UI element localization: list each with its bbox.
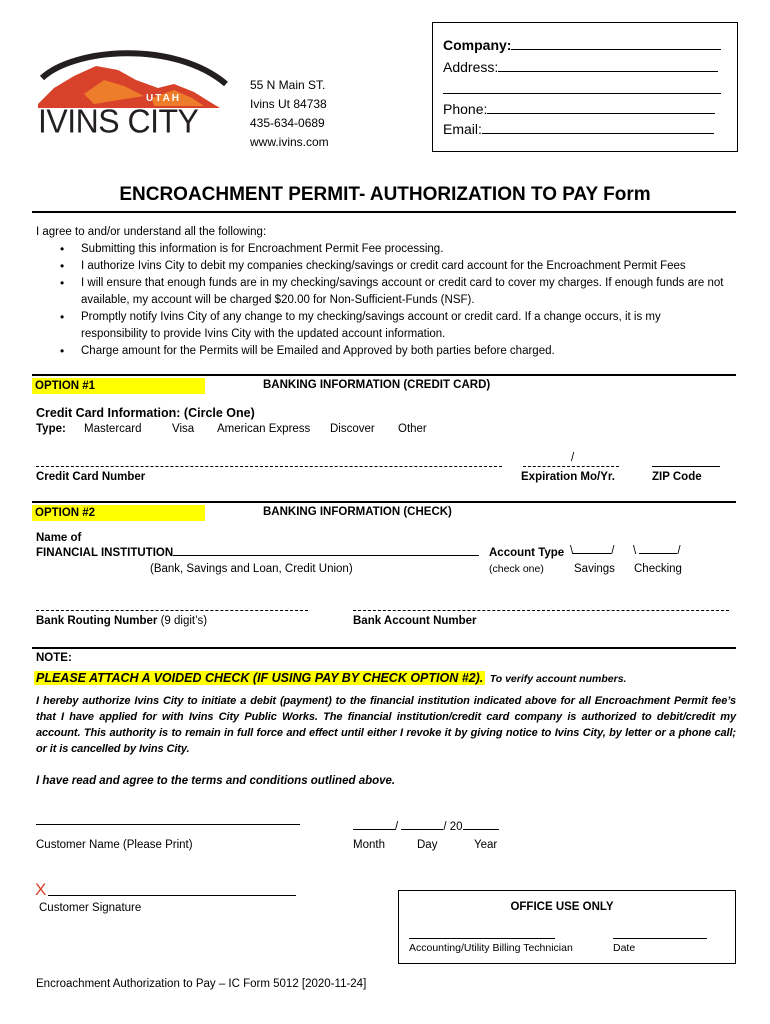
agreement-section xyxy=(36,224,726,360)
financial-institution-hint: (Bank, Savings and Loan, Credit Union) xyxy=(150,563,353,575)
address-label: Address: xyxy=(443,59,499,75)
routing-number-field[interactable] xyxy=(36,610,308,611)
attach-check-notice: PLEASE ATTACH A VOIDED CHECK (IF USING PAY BY CHECK OPTION #2). xyxy=(36,671,484,685)
savings-label: Savings xyxy=(574,563,615,575)
company-label: Company: xyxy=(443,37,512,53)
card-number-field[interactable] xyxy=(36,466,502,467)
card-type-label: Type: xyxy=(36,423,66,435)
expiration-label: Expiration Mo/Yr. xyxy=(521,471,615,483)
customer-signature-label: Customer Signature xyxy=(39,902,142,914)
phone-field[interactable] xyxy=(487,113,715,114)
year-prefix: 20 xyxy=(449,821,463,833)
verify-account-text: To verify account numbers. xyxy=(489,673,627,685)
account-number-field[interactable] xyxy=(353,610,729,611)
address-field[interactable] xyxy=(498,71,718,72)
option1-label: OPTION #1 xyxy=(32,378,205,394)
customer-name-field[interactable] xyxy=(36,824,300,825)
logo-utah-text: UTAH xyxy=(146,93,182,104)
title-divider xyxy=(32,211,736,213)
form-title: ENCROACHMENT PERMIT- AUTHORIZATION TO PAY Form xyxy=(119,184,651,205)
office-date-label: Date xyxy=(613,942,636,954)
authorization-paragraph: I hereby authorize Ivins City to initiate a debit (payment) to the financial institution indicated above for all Encroachment Permit fee’s that I have applied for with Ivins City Public Works. The financial institution/credit card company is authorized to debit/credit my account. This authority is to remain in full force and effect until either I revoke it by giving notice to Ivins City, by letter or a phone call; or it is cancelled by Ivins City. xyxy=(36,695,736,755)
address-line: 55 N Main ST. xyxy=(250,78,326,92)
name-of-label: Name of xyxy=(36,532,82,544)
agreement-bullet: • Promptly notify Ivins City of any change to my checking/savings account or credit card. If a change occurs, it is my responsibility to provide Ivins City with the updated account information. xyxy=(36,309,726,343)
logo-brand-text: IVINS CITY xyxy=(38,102,199,140)
address-line: Ivins Ut 84738 xyxy=(250,97,327,111)
agreement-intro: I agree to and/or understand all the following: xyxy=(36,226,267,238)
expiration-slash: / xyxy=(571,452,575,464)
form-footer: Encroachment Authorization to Pay – IC Form 5012 [2020-11-24] xyxy=(36,978,367,990)
expiration-field[interactable] xyxy=(523,466,619,467)
card-type-visa[interactable]: Visa xyxy=(172,423,195,435)
financial-institution-text: FINANCIAL INSTITUTION xyxy=(36,547,174,559)
agreement-bullet: • Charge amount for the Permits will be Emailed and Approved by both parties before charged. xyxy=(36,343,726,360)
company-info-box xyxy=(432,22,738,152)
city-address xyxy=(250,76,329,152)
address-line: 435-634-0689 xyxy=(250,116,325,130)
option2-heading: BANKING INFORMATION (CHECK) xyxy=(263,506,452,518)
note-divider xyxy=(32,647,736,649)
option2-label: OPTION #2 xyxy=(32,505,205,521)
checking-label: Checking xyxy=(634,563,682,575)
technician-label: Accounting/Utility Billing Technician xyxy=(409,942,573,954)
cc-info-label: Credit Card Information: (Circle One) xyxy=(36,406,255,420)
customer-signature-field[interactable] xyxy=(48,895,296,896)
day-label: Day xyxy=(417,839,438,851)
customer-name-label: Customer Name (Please Print) xyxy=(36,839,193,851)
year-label: Year xyxy=(474,839,498,851)
agreement-bullet: • I will ensure that enough funds are in my checking/savings account or credit card to cover my charges. If enough funds are not available, my account will be charged $20.00 for Non-Sufficient-Funds (NSF). xyxy=(36,275,726,309)
month-field[interactable] xyxy=(353,829,395,830)
card-type-amex[interactable]: American Express xyxy=(217,423,311,435)
agreement-bullet: • Submitting this information is for Encroachment Permit Fee processing. xyxy=(36,241,726,258)
checking-checkbox[interactable]: \ / xyxy=(633,545,681,557)
card-type-other[interactable]: Other xyxy=(398,423,427,435)
email-field[interactable] xyxy=(482,133,714,134)
option1-divider xyxy=(32,374,736,376)
year-field[interactable] xyxy=(463,829,499,830)
signature-x-mark: X xyxy=(35,880,47,899)
day-field[interactable] xyxy=(401,829,443,830)
office-use-box xyxy=(398,890,736,964)
routing-number-text: Bank Routing Number xyxy=(36,615,158,627)
financial-institution-field[interactable] xyxy=(173,555,479,556)
read-agree-statement: I have read and agree to the terms and conditions outlined above. xyxy=(36,775,396,787)
address-field-line2[interactable] xyxy=(443,93,721,94)
attach-check-line xyxy=(34,669,626,687)
account-type-label: Account Type xyxy=(489,547,565,559)
technician-field[interactable] xyxy=(409,938,555,939)
option1-heading: BANKING INFORMATION (CREDIT CARD) xyxy=(263,379,491,391)
zip-field[interactable] xyxy=(652,466,720,467)
card-type-mastercard[interactable]: Mastercard xyxy=(84,423,142,435)
check-one-hint: (check one) xyxy=(489,563,544,575)
date-field[interactable]: / / 20 xyxy=(353,821,499,833)
option2-divider xyxy=(32,501,736,503)
office-date-field[interactable] xyxy=(613,938,707,939)
routing-number-label xyxy=(36,615,207,627)
agreement-bullet: • I authorize Ivins City to debit my companies checking/savings or credit card account for the Encroachment Permit Fees xyxy=(36,258,726,275)
month-label: Month xyxy=(353,839,385,851)
routing-number-hint: (9 digit’s) xyxy=(160,615,208,627)
note-label: NOTE: xyxy=(36,652,72,664)
card-type-discover[interactable]: Discover xyxy=(330,423,375,435)
address-line: www.ivins.com xyxy=(250,135,329,149)
savings-checkbox[interactable]: \ / xyxy=(570,545,615,557)
zip-label: ZIP Code xyxy=(652,471,702,483)
company-field[interactable] xyxy=(511,49,721,50)
office-use-title: OFFICE USE ONLY xyxy=(510,901,614,913)
phone-label: Phone: xyxy=(443,101,488,117)
account-number-label: Bank Account Number xyxy=(353,615,477,627)
financial-institution-label xyxy=(36,547,479,559)
email-label: Email: xyxy=(443,121,482,137)
card-number-label: Credit Card Number xyxy=(36,471,146,483)
